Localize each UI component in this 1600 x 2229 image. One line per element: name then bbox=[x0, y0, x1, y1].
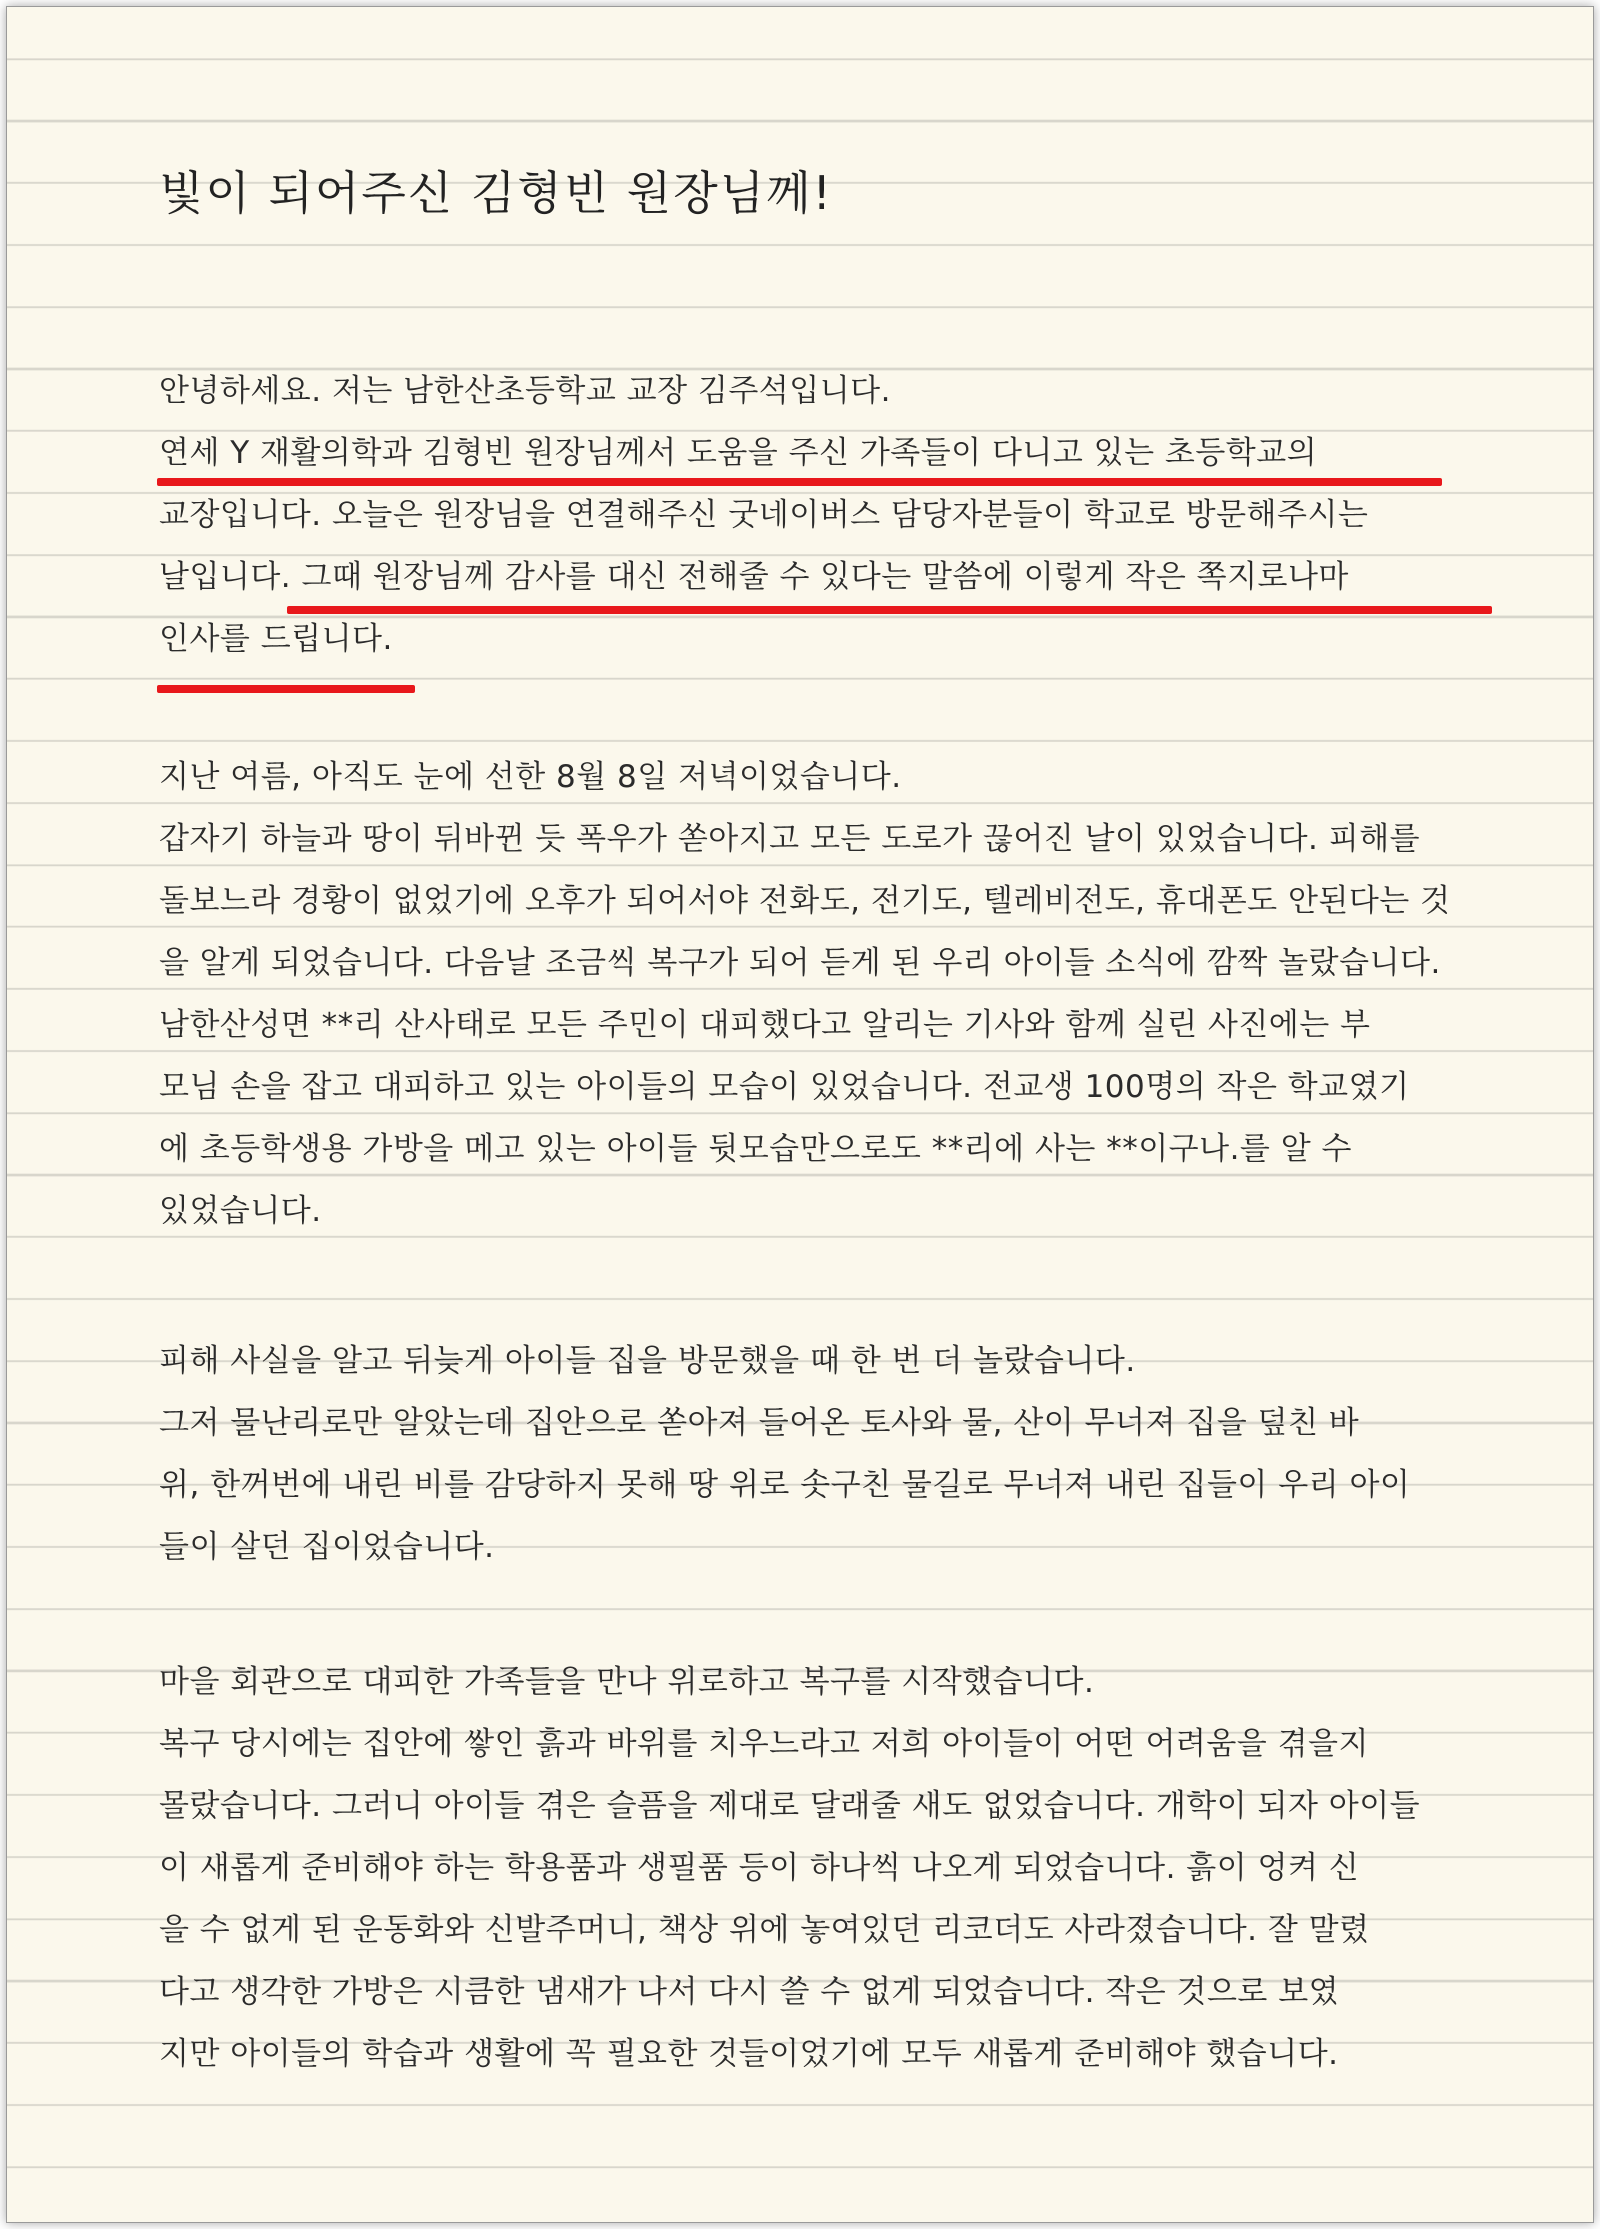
letter-line: 교장입니다. 오늘은 원장님을 연결해주신 굿네이버스 담당자분들이 학교로 방문해주시는 bbox=[159, 497, 1369, 533]
letter-line: 몰랐습니다. 그러니 아이들 겪은 슬픔을 제대로 달래줄 새도 없었습니다. 개학이 되자 아이들 bbox=[159, 1788, 1421, 1824]
letter-line: 복구 당시에는 집안에 쌓인 흙과 바위를 치우느라고 저희 아이들이 어떤 어려움을 겪을지 bbox=[159, 1726, 1369, 1762]
letter-line: 지난 여름, 아직도 눈에 선한 8월 8일 저녁이었습니다. bbox=[159, 759, 902, 795]
letter-line: 모님 손을 잡고 대피하고 있는 아이들의 모습이 있었습니다. 전교생 100명의 작은 학교였기 bbox=[159, 1069, 1410, 1105]
letter-line: 을 수 없게 된 운동화와 신발주머니, 책상 위에 놓여있던 리코더도 사라졌습니다. 잘 말렸 bbox=[159, 1912, 1370, 1948]
letter-line: 날입니다. 그때 원장님께 감사를 대신 전해줄 수 있다는 말씀에 이렇게 작은 쪽지로나마 bbox=[159, 559, 1349, 595]
letter-title: 빛이 되어주신 김형빈 원장님께! bbox=[159, 166, 833, 220]
lined-paper bbox=[6, 6, 1594, 2223]
letter-line: 들이 살던 집이었습니다. bbox=[159, 1529, 495, 1565]
letter-line: 이 새롭게 준비해야 하는 학용품과 생필품 등이 하나씩 나오게 되었습니다. 흙이 엉켜 신 bbox=[159, 1850, 1360, 1886]
letter-line: 지만 아이들의 학습과 생활에 꼭 필요한 것들이었기에 모두 새롭게 준비해야 했습니다. bbox=[159, 2036, 1339, 2072]
letter-line: 을 알게 되었습니다. 다음날 조금씩 복구가 되어 듣게 된 우리 아이들 소식에 깜짝 놀랐습니다. bbox=[159, 945, 1441, 981]
letter-line: 남한산성면 **리 산사태로 모든 주민이 대피했다고 알리는 기사와 함께 실린 사진에는 부 bbox=[159, 1007, 1371, 1043]
letter-line: 돌보느라 경황이 없었기에 오후가 되어서야 전화도, 전기도, 텔레비전도, 휴대폰도 안된다는 것 bbox=[159, 883, 1451, 919]
highlight-underline bbox=[287, 606, 1492, 614]
letter-line: 인사를 드립니다. bbox=[159, 621, 393, 657]
letter-line: 에 초등학생용 가방을 메고 있는 아이들 뒷모습만으로도 **리에 사는 **이구나.를 알 수 bbox=[159, 1131, 1352, 1167]
highlight-underline bbox=[157, 478, 1442, 486]
letter-line: 갑자기 하늘과 땅이 뒤바뀐 듯 폭우가 쏟아지고 모든 도로가 끊어진 날이 있었습니다. 피해를 bbox=[159, 821, 1421, 857]
letter-line: 다고 생각한 가방은 시큼한 냄새가 나서 다시 쓸 수 없게 되었습니다. 작은 것으로 보였 bbox=[159, 1974, 1340, 2010]
letter-line: 그저 물난리로만 알았는데 집안으로 쏟아져 들어온 토사와 물, 산이 무너져 집을 덮친 바 bbox=[159, 1405, 1360, 1441]
letter-line: 피해 사실을 알고 뒤늦게 아이들 집을 방문했을 때 한 번 더 놀랐습니다. bbox=[159, 1343, 1136, 1379]
letter-line: 위, 한꺼번에 내린 비를 감당하지 못해 땅 위로 솟구친 물길로 무너져 내린 집들이 우리 아이 bbox=[159, 1467, 1411, 1503]
letter-line: 있었습니다. bbox=[159, 1193, 322, 1229]
letter-line: 안녕하세요. 저는 남한산초등학교 교장 김주석입니다. bbox=[159, 373, 891, 409]
highlight-underline bbox=[157, 685, 415, 693]
letter-line: 마을 회관으로 대피한 가족들을 만나 위로하고 복구를 시작했습니다. bbox=[159, 1664, 1095, 1700]
letter-line: 연세 Y 재활의학과 김형빈 원장님께서 도움을 주신 가족들이 다니고 있는 초등학교의 bbox=[159, 435, 1318, 471]
